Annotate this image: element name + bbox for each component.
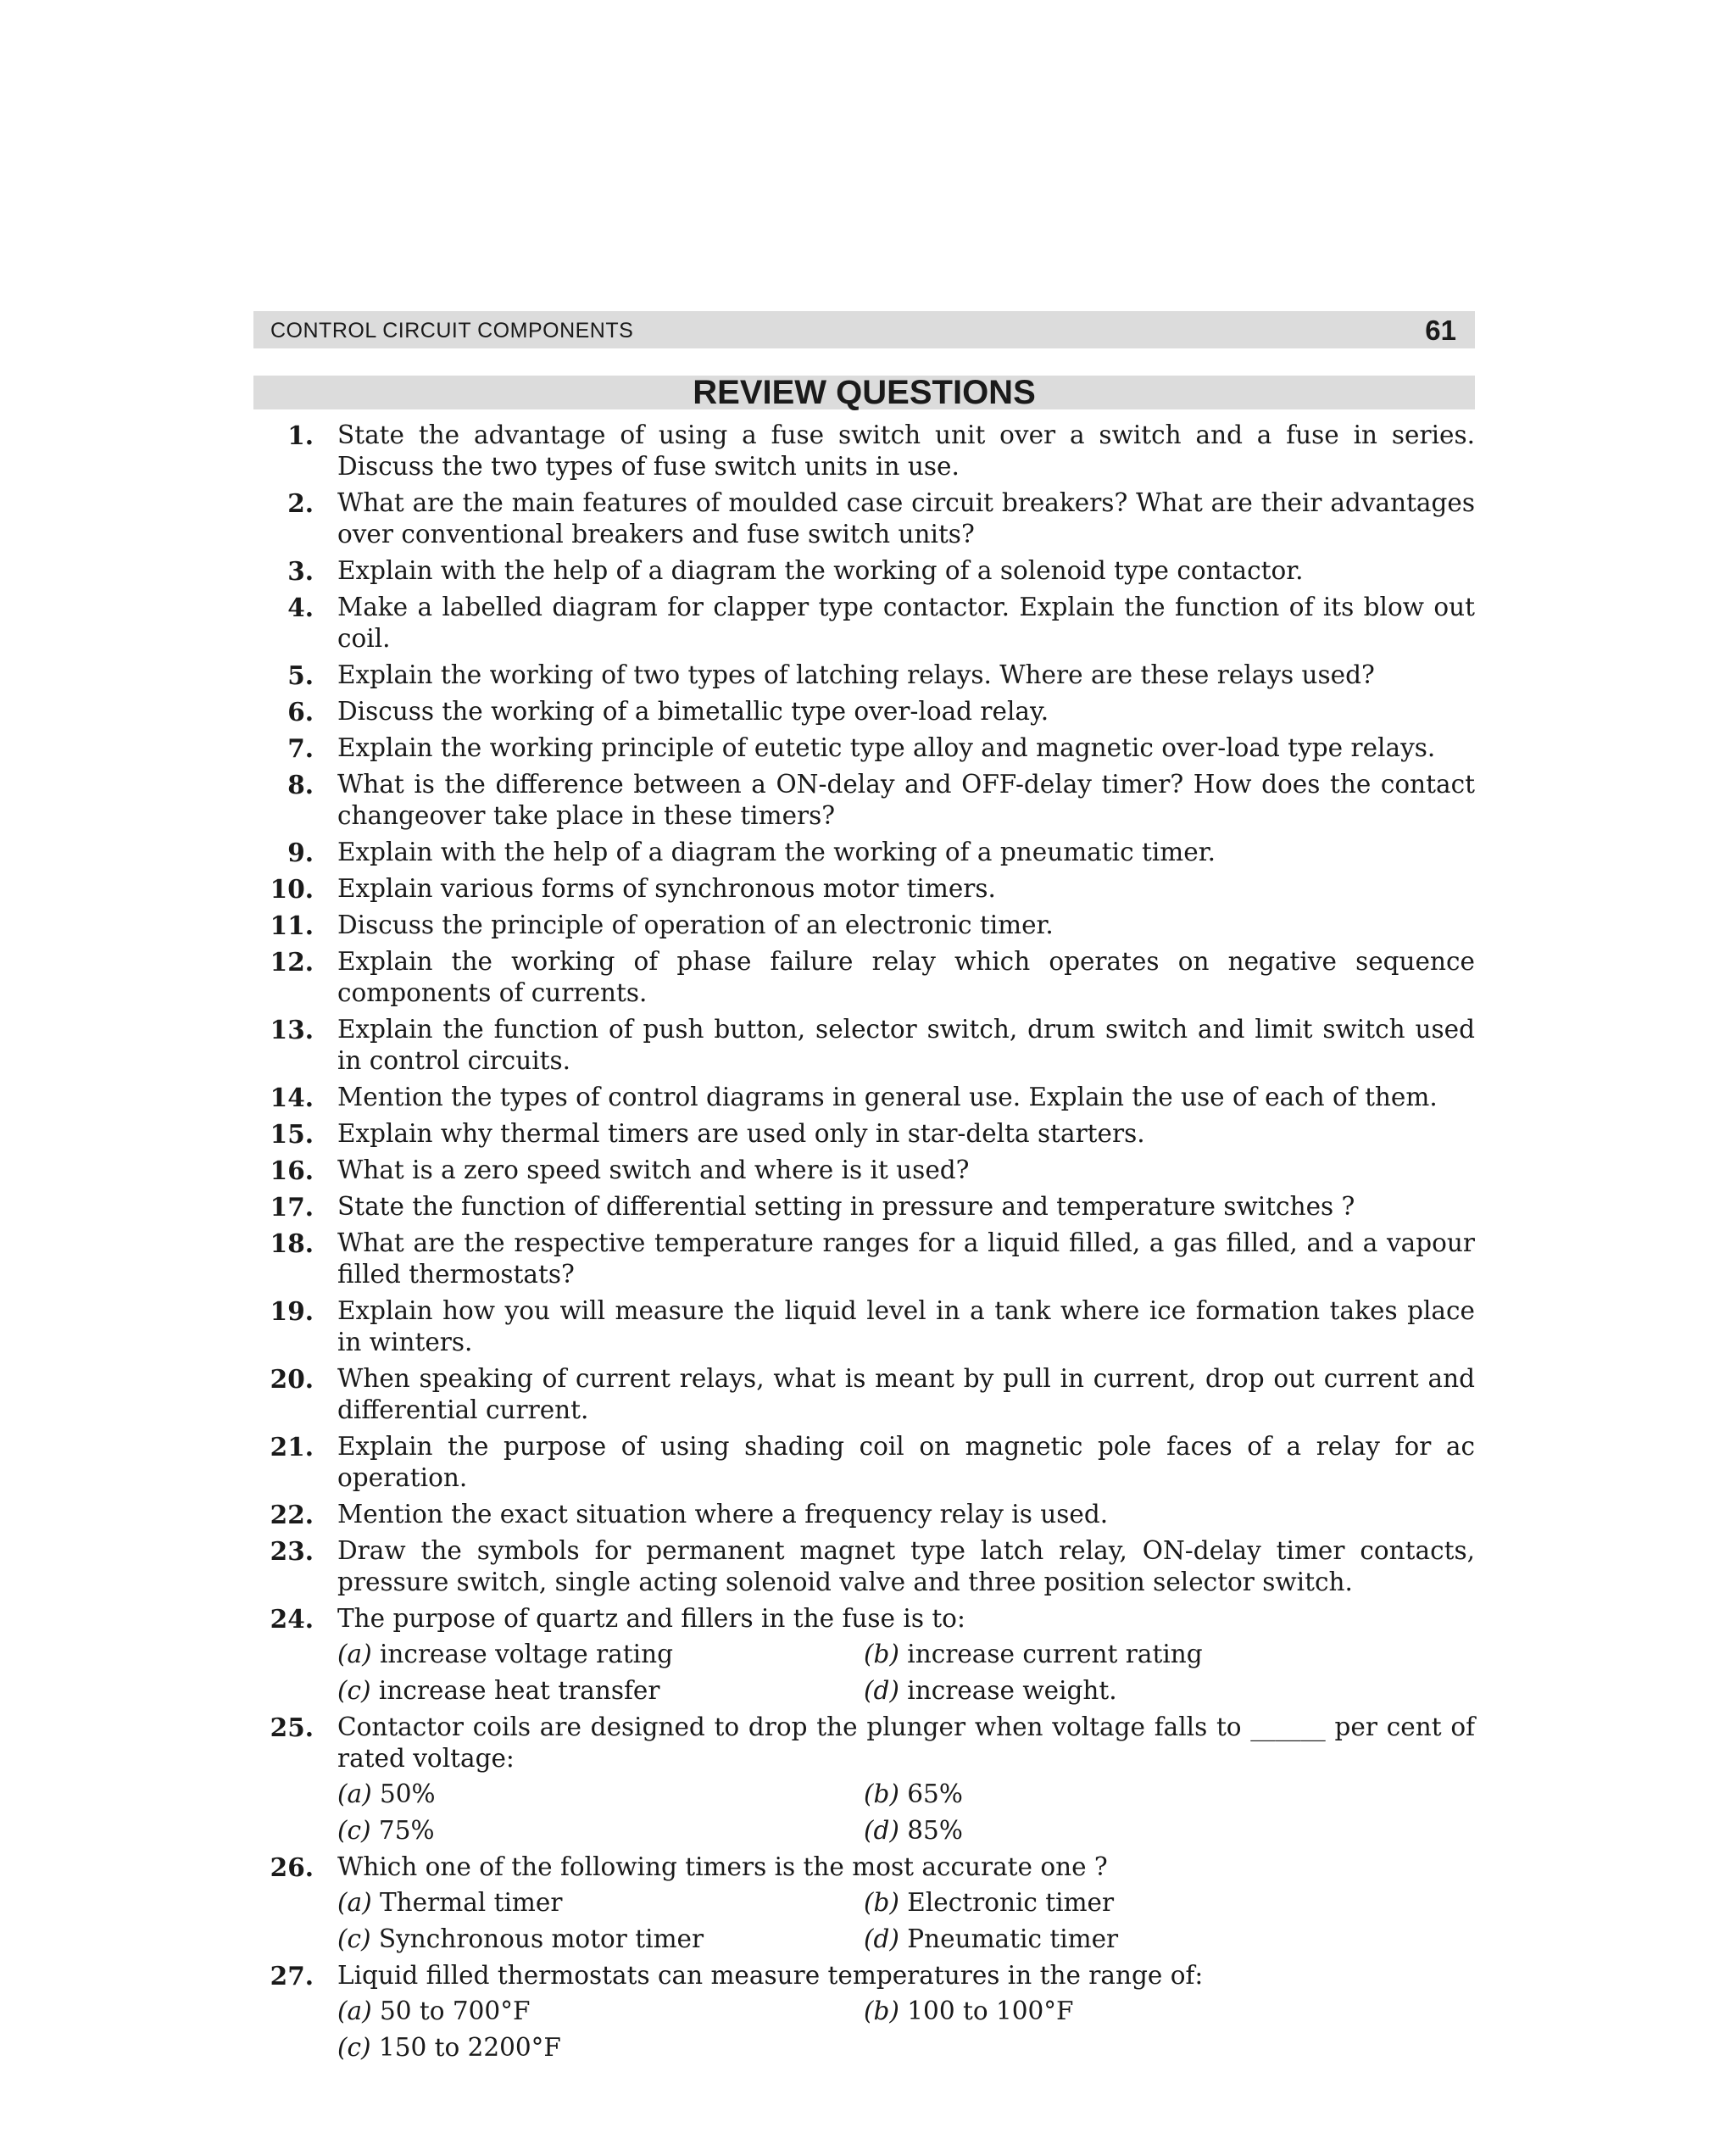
question-item — [253, 592, 1475, 654]
question-item — [253, 1014, 1475, 1077]
option-text: 65% — [899, 1779, 963, 1808]
answer-options — [337, 1996, 1475, 2063]
question-item — [253, 555, 1475, 587]
answer-options — [337, 1639, 1475, 1707]
answer-option — [337, 1779, 864, 1810]
option-letter: (a) — [337, 1888, 372, 1917]
option-letter: (b) — [864, 1640, 899, 1668]
option-letter: (c) — [337, 2033, 371, 2062]
question-text: The purpose of quartz and fillers in the fuse is to: — [337, 1604, 965, 1633]
question-number: 5. — [287, 660, 314, 690]
option-letter: (c) — [337, 1816, 371, 1845]
question-number: 8. — [287, 770, 314, 799]
question-text: Draw the symbols for permanent magnet type latch relay, ON-delay timer contacts, pressure switch, single acting solenoid valve and three position selector switch. — [337, 1536, 1475, 1596]
option-text: Electronic timer — [899, 1888, 1115, 1917]
question-number: 25. — [270, 1713, 314, 1742]
question-item — [253, 1082, 1475, 1113]
question-text: Explain the working of two types of latching relays. Where are these relays used? — [337, 660, 1375, 689]
question-text: Explain with the help of a diagram the working of a pneumatic timer. — [337, 838, 1216, 866]
option-letter: (d) — [864, 1676, 899, 1705]
option-letter: (b) — [864, 1888, 899, 1917]
question-number: 19. — [270, 1296, 314, 1326]
answer-option — [337, 1924, 864, 1955]
question-item — [253, 769, 1475, 832]
question-item — [253, 1191, 1475, 1222]
question-item — [253, 1363, 1475, 1426]
question-number: 4. — [287, 593, 314, 622]
answer-option — [337, 1639, 864, 1670]
answer-option — [864, 1675, 1372, 1707]
question-text: Explain how you will measure the liquid level in a tank where ice formation takes place in winters. — [337, 1296, 1475, 1356]
question-item — [253, 1295, 1475, 1358]
question-number: 20. — [270, 1364, 314, 1394]
option-text: 50% — [371, 1779, 436, 1808]
page-number: 61 — [1425, 315, 1456, 346]
question-number: 7. — [287, 733, 314, 763]
question-number: 10. — [270, 874, 314, 904]
question-list — [253, 420, 1475, 2069]
question-number: 14. — [270, 1083, 314, 1112]
answer-option — [864, 1924, 1372, 1955]
option-text: Synchronous motor timer — [370, 1924, 704, 1953]
question-number: 24. — [270, 1604, 314, 1634]
question-text: What are the respective temperature ranges for a liquid filled, a gas filled, and a vapour filled thermostats? — [337, 1228, 1475, 1289]
answer-options — [337, 1887, 1475, 1955]
question-text: Explain the working principle of eutetic type alloy and magnetic over-load type relays. — [337, 733, 1436, 762]
question-number: 9. — [287, 838, 314, 867]
option-text: 75% — [370, 1816, 435, 1845]
question-text: Liquid filled thermostats can measure temperatures in the range of: — [337, 1961, 1204, 1990]
answer-options — [337, 1779, 1475, 1846]
answer-option — [864, 1887, 1372, 1919]
question-number: 26. — [270, 1852, 314, 1882]
question-item — [253, 873, 1475, 905]
option-letter: (d) — [864, 1924, 899, 1953]
question-item — [253, 732, 1475, 764]
question-item — [253, 1712, 1475, 1846]
question-number: 17. — [270, 1192, 314, 1222]
question-number: 12. — [270, 947, 314, 977]
question-item — [253, 1603, 1475, 1707]
question-item — [253, 1228, 1475, 1290]
question-text: Explain with the help of a diagram the working of a solenoid type contactor. — [337, 556, 1304, 585]
question-text: Discuss the principle of operation of an electronic timer. — [337, 911, 1054, 939]
question-number: 1. — [287, 420, 314, 450]
question-text: Discuss the working of a bimetallic type over-load relay. — [337, 697, 1049, 726]
question-item — [253, 1535, 1475, 1598]
answer-option — [337, 1675, 864, 1707]
question-item — [253, 1852, 1475, 1955]
option-text: increase heat transfer — [370, 1676, 660, 1705]
question-number: 11. — [270, 911, 314, 940]
option-text: 150 to 2200°F — [370, 2033, 561, 2062]
question-number: 6. — [287, 697, 314, 727]
question-text: Explain various forms of synchronous motor timers. — [337, 874, 996, 903]
question-text: What is the difference between a ON-delay and OFF-delay timer? How does the contact changeover take place in these timers? — [337, 770, 1475, 830]
option-text: Pneumatic timer — [899, 1924, 1119, 1953]
question-number: 16. — [270, 1156, 314, 1185]
question-number: 13. — [270, 1015, 314, 1044]
option-letter: (c) — [337, 1924, 371, 1953]
question-text: State the function of differential setting in pressure and temperature switches ? — [337, 1192, 1355, 1221]
question-item — [253, 1118, 1475, 1150]
question-item — [253, 660, 1475, 691]
question-text: Explain the function of push button, selector switch, drum switch and limit switch used in control circuits. — [337, 1015, 1475, 1075]
option-letter: (b) — [864, 1779, 899, 1808]
answer-option — [337, 2032, 864, 2063]
option-letter: (a) — [337, 1640, 372, 1668]
question-text: Mention the types of control diagrams in general use. Explain the use of each of them. — [337, 1083, 1438, 1111]
option-text: 100 to 100°F — [899, 1997, 1074, 2025]
question-number: 27. — [270, 1961, 314, 1991]
option-letter: (d) — [864, 1816, 899, 1845]
answer-option — [864, 1639, 1372, 1670]
option-letter: (a) — [337, 1779, 372, 1808]
option-text: Thermal timer — [371, 1888, 563, 1917]
question-item — [253, 1499, 1475, 1530]
question-item — [253, 946, 1475, 1009]
answer-option — [337, 1996, 864, 2027]
question-number: 23. — [270, 1536, 314, 1566]
question-item — [253, 487, 1475, 550]
question-text: Which one of the following timers is the most accurate one ? — [337, 1852, 1108, 1881]
question-item — [253, 696, 1475, 727]
question-number: 22. — [270, 1500, 314, 1529]
option-text: 85% — [899, 1816, 963, 1845]
option-text: increase weight. — [899, 1676, 1117, 1705]
question-item — [253, 420, 1475, 482]
option-text: 50 to 700°F — [371, 1997, 531, 2025]
question-item — [253, 910, 1475, 941]
question-text: Explain why thermal timers are used only in star-delta starters. — [337, 1119, 1145, 1148]
question-number: 21. — [270, 1432, 314, 1462]
question-text: When speaking of current relays, what is meant by pull in current, drop out current and differential current. — [337, 1364, 1475, 1424]
running-header — [253, 311, 1475, 348]
section-heading-bar — [253, 376, 1475, 409]
option-letter: (a) — [337, 1997, 372, 2025]
answer-option — [864, 1779, 1372, 1810]
answer-option — [864, 1815, 1372, 1846]
question-number: 18. — [270, 1228, 314, 1258]
answer-option — [337, 1887, 864, 1919]
running-head-title: CONTROL CIRCUIT COMPONENTS — [270, 319, 634, 343]
option-letter: (c) — [337, 1676, 371, 1705]
question-item — [253, 837, 1475, 868]
question-text: Explain the purpose of using shading coil on magnetic pole faces of a relay for ac operation. — [337, 1432, 1475, 1492]
question-text: What is a zero speed switch and where is it used? — [337, 1156, 970, 1184]
question-text: What are the main features of moulded case circuit breakers? What are their advantages over conventional breakers and fuse switch units? — [337, 488, 1475, 549]
answer-option — [864, 1996, 1372, 2027]
question-text: Make a labelled diagram for clapper type contactor. Explain the function of its blow out coil. — [337, 593, 1475, 653]
answer-option — [337, 1815, 864, 1846]
question-number: 3. — [287, 556, 314, 586]
question-text: State the advantage of using a fuse switch unit over a switch and a fuse in series. Discuss the two types of fuse switch units in use. — [337, 420, 1475, 481]
question-number: 2. — [287, 488, 314, 518]
question-text: Contactor coils are designed to drop the plunger when voltage falls to ______ per cent of rated voltage: — [337, 1713, 1475, 1773]
option-text: increase current rating — [899, 1640, 1203, 1668]
option-letter: (b) — [864, 1997, 899, 2025]
question-item — [253, 1155, 1475, 1186]
question-text: Explain the working of phase failure relay which operates on negative sequence components of currents. — [337, 947, 1475, 1007]
question-item — [253, 1960, 1475, 2063]
question-text: Mention the exact situation where a frequency relay is used. — [337, 1500, 1109, 1529]
question-number: 15. — [270, 1119, 314, 1149]
section-title: REVIEW QUESTIONS — [693, 374, 1036, 411]
option-text: increase voltage rating — [371, 1640, 673, 1668]
question-item — [253, 1431, 1475, 1494]
